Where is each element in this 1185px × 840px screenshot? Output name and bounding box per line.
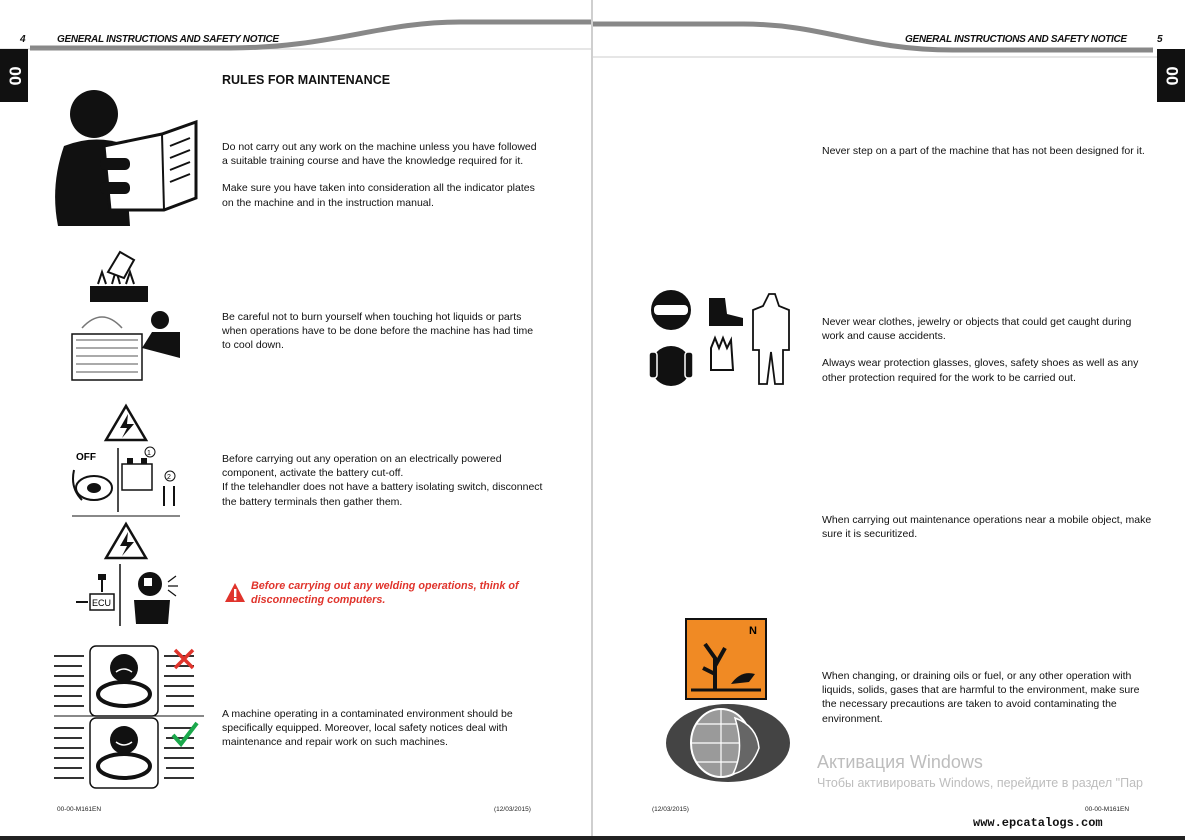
electrical-warning-illustration — [70, 402, 182, 518]
hot-parts-illustration — [68, 248, 183, 384]
text-block-mobile-object: When carrying out maintenance operations near a mobile object, make sure it is securitized. — [822, 514, 1152, 541]
footer-date: (12/03/2015) — [652, 806, 689, 813]
bottom-bar — [0, 836, 1185, 840]
step-one-label: 1 — [147, 450, 151, 457]
page-number: 5 — [1157, 34, 1163, 45]
header-title: GENERAL INSTRUCTIONS AND SAFETY NOTICE — [57, 34, 279, 45]
text-block-training: Do not carry out any work on the machine unless you have followed a suitable training course and have the knowledge required for it. Make sure you have taken into consideration all the indicator plates on the machine and in the instruction manual. — [222, 141, 537, 209]
right-page — [593, 0, 1185, 840]
text-block-step: Never step on a part of the machine that has not been designed for it. — [822, 145, 1145, 157]
windows-activation-title: Активация Windows — [817, 752, 983, 772]
left-page — [0, 0, 591, 840]
site-url: www.epcatalogs.com — [973, 816, 1103, 830]
ecu-label: ECU — [92, 598, 112, 608]
section-tab: 00 — [0, 49, 28, 102]
text-block-hot-parts: Be careful not to burn yourself when touching hot liquids or parts when operations have to be done before the machine has had time to cool down. — [222, 311, 534, 352]
earth-hazard-illustration — [665, 702, 791, 784]
text-block-environment: When changing, or draining oils or fuel, or any other operation with liquids, solids, gases that are harmful to the environment, make sure the necessary precautions are taken to avoid contaminating the environment. — [822, 670, 1140, 725]
environment-hazard-icon — [685, 618, 767, 700]
off-label: OFF — [76, 452, 96, 463]
ppe-illustration — [645, 288, 805, 392]
footer-date: (12/03/2015) — [494, 806, 531, 813]
welding-warning-text: Before carrying out any welding operations, think of disconnecting computers. — [251, 580, 519, 606]
header-title: GENERAL INSTRUCTIONS AND SAFETY NOTICE — [905, 34, 1127, 45]
footer-code: 00-00-M161EN — [57, 806, 102, 813]
hazard-letter: N — [749, 625, 757, 637]
section-tab: 00 — [1157, 49, 1185, 102]
text-block-ppe: Never wear clothes, jewelry or objects that could get caught during work and cause accidents. Always wear protection glasses, gloves, safety shoes as well as any other protection required for the work to be carried out. — [822, 316, 1139, 384]
cross-icon — [172, 647, 196, 671]
section-title: RULES FOR MAINTENANCE — [222, 73, 391, 87]
warning-triangle-icon — [224, 582, 246, 604]
windows-activation-subtitle: Чтобы активировать Windows, перейдите в раздел "Пар — [817, 776, 1143, 790]
reading-manual-illustration — [44, 86, 204, 230]
page-number: 4 — [20, 34, 26, 45]
welding-illustration — [64, 520, 182, 628]
footer-code: 00-00-M161EN — [1085, 806, 1130, 813]
step-two-label: 2 — [167, 474, 171, 481]
check-icon — [170, 720, 200, 748]
text-block-electrical: Before carrying out any operation on an electrically powered component, activate the battery cut-off. If the telehandler does not have a battery isolating switch, disconnect the battery terminals then gather them. — [222, 453, 543, 508]
text-block-contaminated: A machine operating in a contaminated environment should be specifically equipped. Moreover, local safety notices deal with maintenance and repair work on such machines. — [222, 708, 513, 749]
